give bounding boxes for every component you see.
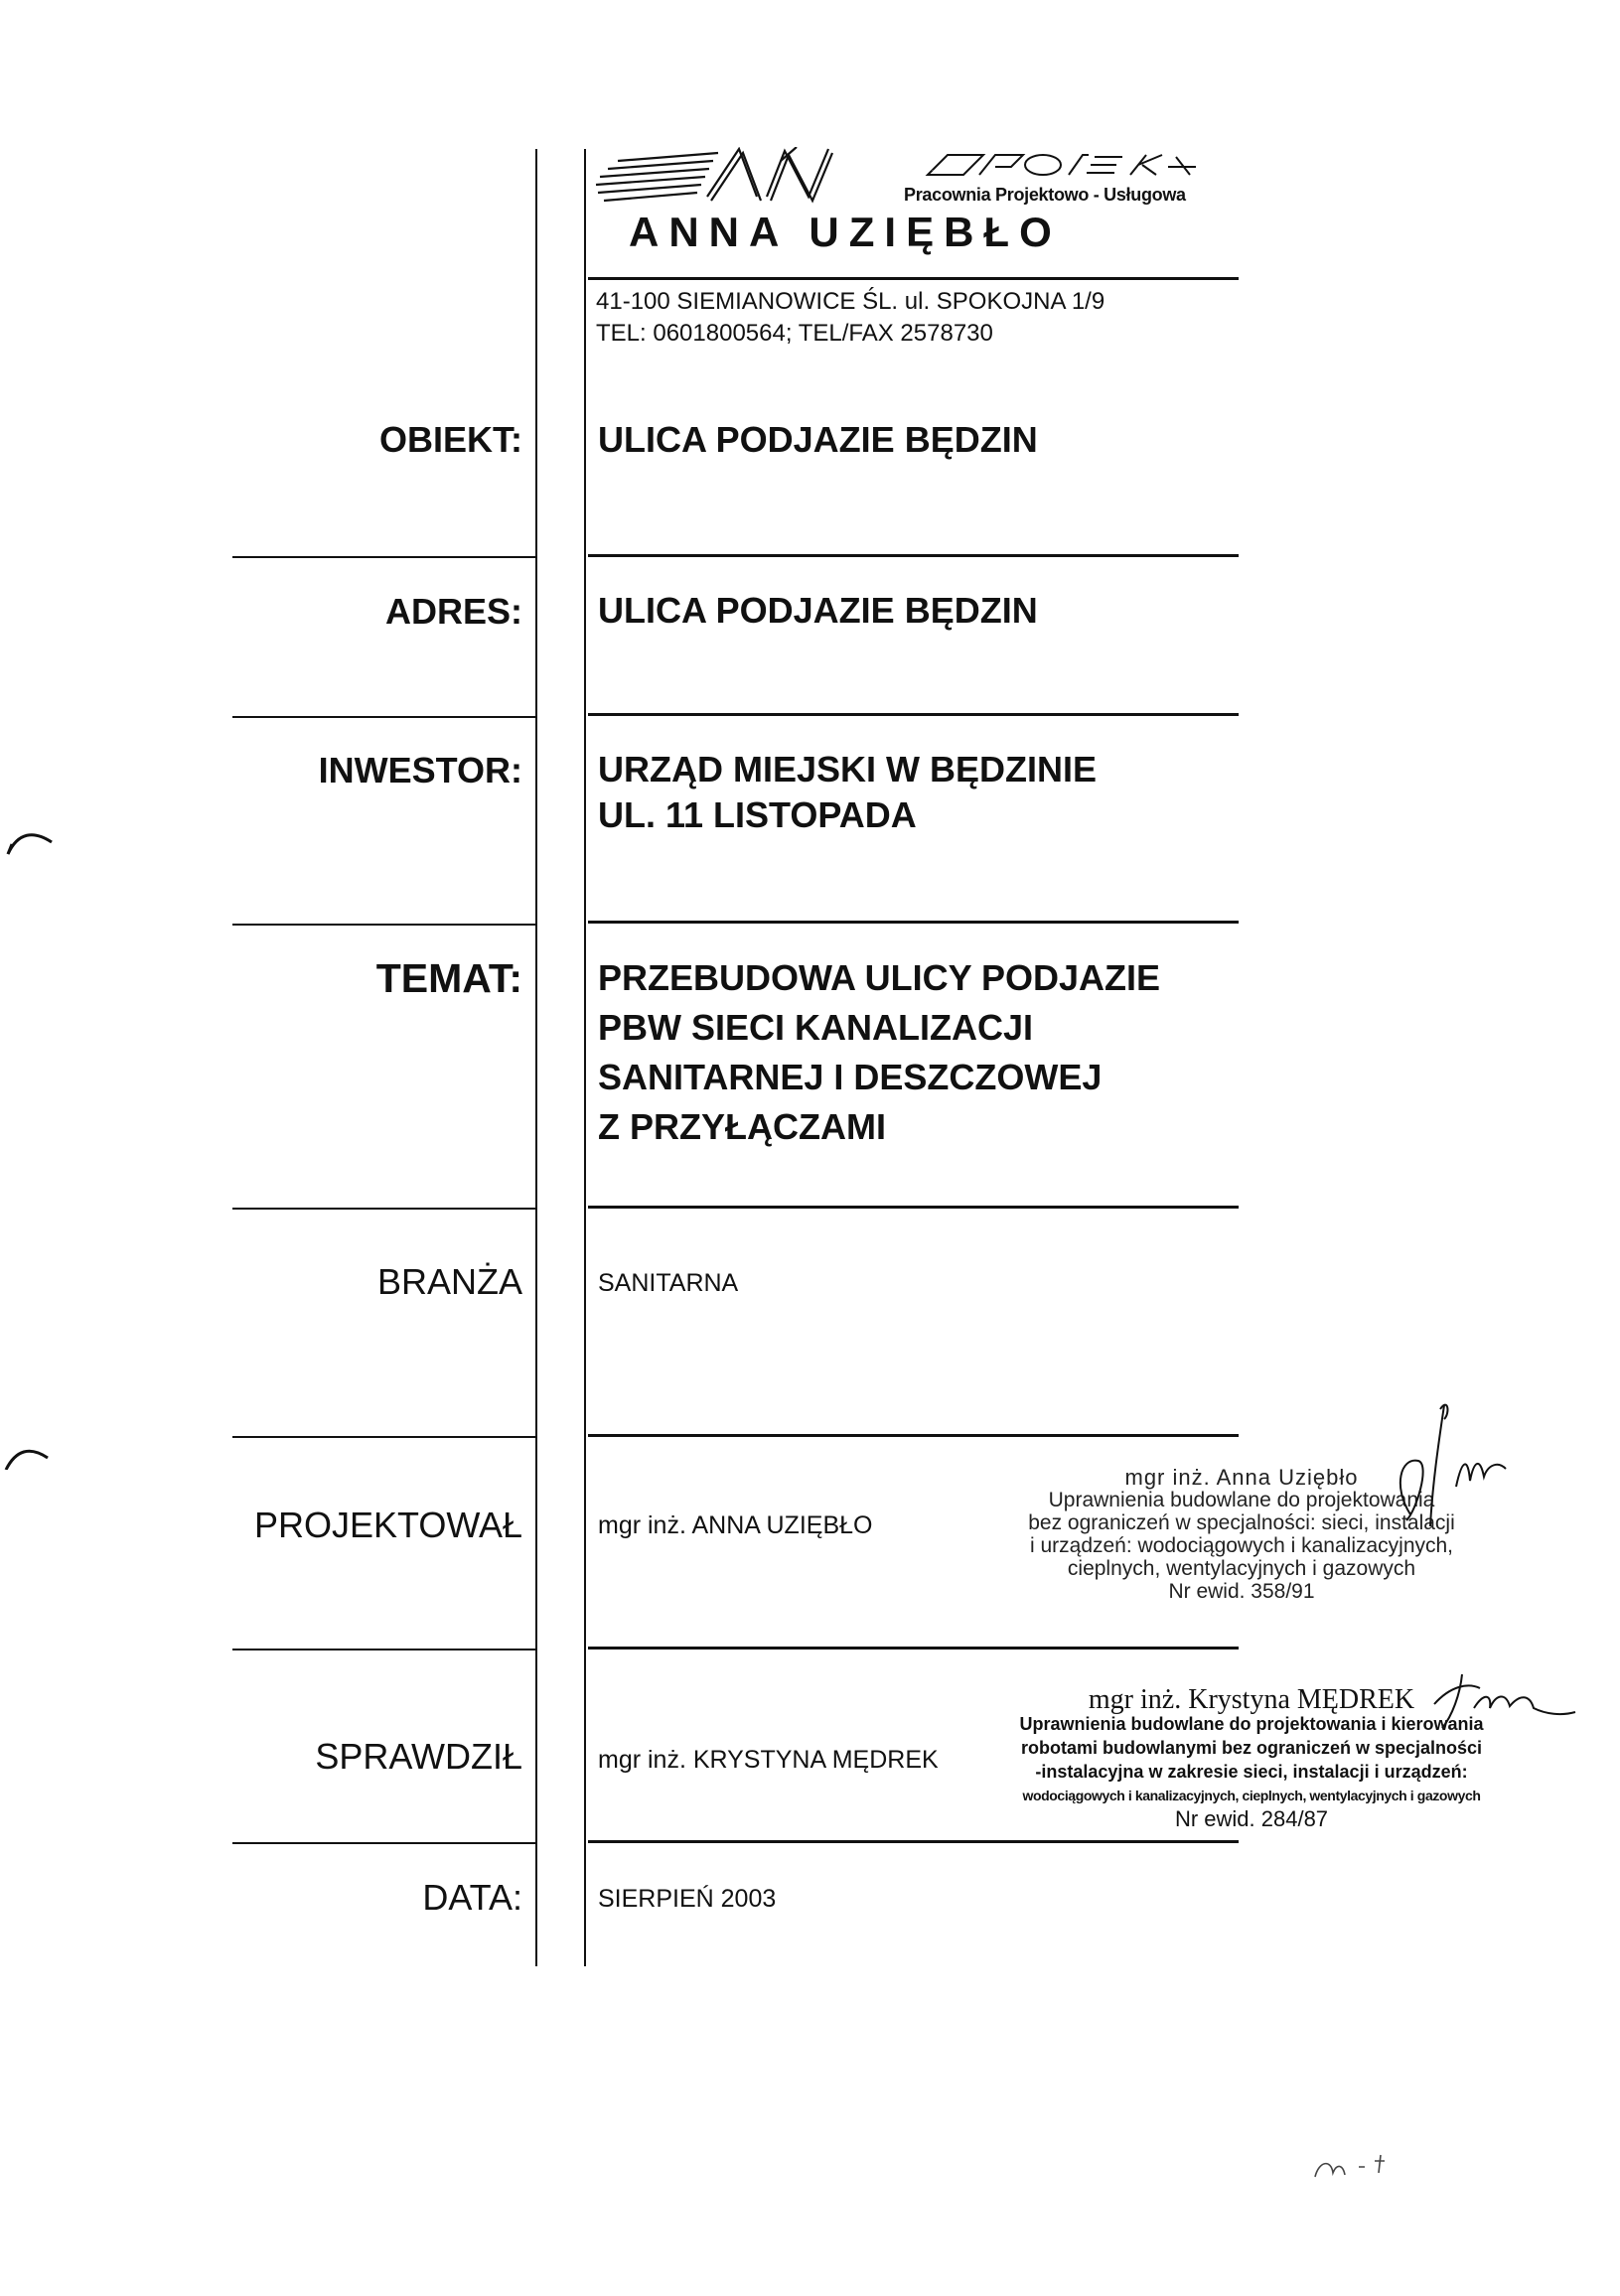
inwestor-value [598,747,1097,838]
vertical-divider-right [584,149,586,1966]
company-tagline: Pracownia Projektowo - Usługowa [904,185,1186,205]
row-divider-right [588,1647,1239,1650]
stamp-line: wodociągowych i kanalizacyjnych, cieplnych, wentylacyjnych i gazowych [1022,1788,1481,1803]
stamp-number: Nr ewid. 358/91 [1168,1580,1315,1603]
row-divider-right [588,1840,1239,1843]
sprawdzil-label: SPRAWDZIŁ [315,1736,522,1777]
inwestor-line-1: URZĄD MIEJSKI W BĘDZINIE [598,749,1098,789]
data-label: DATA: [422,1877,522,1918]
logo-projekt-text: projekt [932,171,936,172]
data-value: SIERPIEŃ 2003 [598,1885,777,1913]
address-line-1: 41-100 SIEMIANOWICE ŚL. ul. SPOKOJNA 1/9 [596,288,1105,315]
inwestor-label: INWESTOR: [318,750,522,790]
row-divider-right [588,921,1239,924]
temat-line-3: SANITARNEJ I DESZCZOWEJ [598,1057,1103,1097]
checker-signature [1430,1664,1579,1734]
temat-line-1: PRZEBUDOWA ULICY PODJAZIE [598,957,1161,998]
stamp-line: Uprawnienia budowlane do projektowania i kierowania [1019,1714,1484,1734]
branza-label: BRANŻA [376,1261,522,1302]
designer-signature [1391,1395,1510,1529]
handwritten-scribble-mark [1309,2147,1428,2187]
company-address [596,286,1105,350]
branza-value: SANITARNA [598,1269,739,1297]
stamp-number: Nr ewid. 284/87 [1174,1806,1329,1831]
header-rule [588,277,1239,280]
stamp-line: i urządzeń: wodociągowych i kanalizacyjnych, [1029,1534,1454,1557]
adres-label: ADRES: [384,591,522,632]
stamp-line: Uprawnienia budowlane do projektowania [1048,1489,1435,1511]
stamp-name: mgr inż. Anna Uziębło [1124,1465,1359,1490]
temat-value [598,953,1160,1152]
address-phone-line: TEL: 0601800564; TEL/FAX 2578730 [596,320,993,347]
row-divider-left [232,1208,537,1210]
temat-line-2: PBW SIECI KANALIZACJI [598,1007,1034,1048]
stamp-name: mgr inż. Krystyna MĘDREK [1088,1684,1415,1715]
stamp-line: bez ograniczeń w specjalności: sieci, instalacji [1028,1511,1455,1534]
company-name: ANNA UZIĘBŁO [629,209,1062,255]
obiekt-label: OBIEKT: [379,419,522,460]
row-divider-left [232,716,537,718]
checker-license-stamp [1008,1684,1495,1831]
stamp-line: robotami budowlanymi bez ograniczeń w specjalności [1020,1738,1483,1758]
temat-label: TEMAT: [375,955,522,1001]
stamp-line: -instalacyjna w zakresie sieci, instalacji i urządzeń: [1035,1762,1468,1782]
row-divider-left [232,1842,537,1844]
stamp-line: cieplnych, wentylacyjnych i gazowych [1067,1557,1416,1580]
row-divider-right [588,1434,1239,1437]
inwestor-line-2: UL. 11 LISTOPADA [598,794,917,835]
row-divider-left [232,556,537,558]
projektowal-value: mgr inż. ANNA UZIĘBŁO [598,1511,873,1539]
row-divider-right [588,713,1239,716]
row-divider-right [588,1206,1239,1209]
vertical-divider-left [535,149,537,1966]
row-divider-right [588,554,1239,557]
row-divider-left [232,924,537,926]
sprawdzil-value: mgr inż. KRYSTYNA MĘDREK [598,1746,939,1774]
obiekt-value: ULICA PODJAZIE BĘDZIN [598,419,1038,460]
temat-line-4: Z PRZYŁĄCZAMI [598,1106,886,1147]
adres-value: ULICA PODJAZIE BĘDZIN [598,590,1038,631]
punch-hole-marks [0,814,60,1470]
projektowal-label: PROJEKTOWAŁ [253,1505,522,1545]
row-divider-left [232,1436,537,1438]
row-divider-left [232,1649,537,1650]
